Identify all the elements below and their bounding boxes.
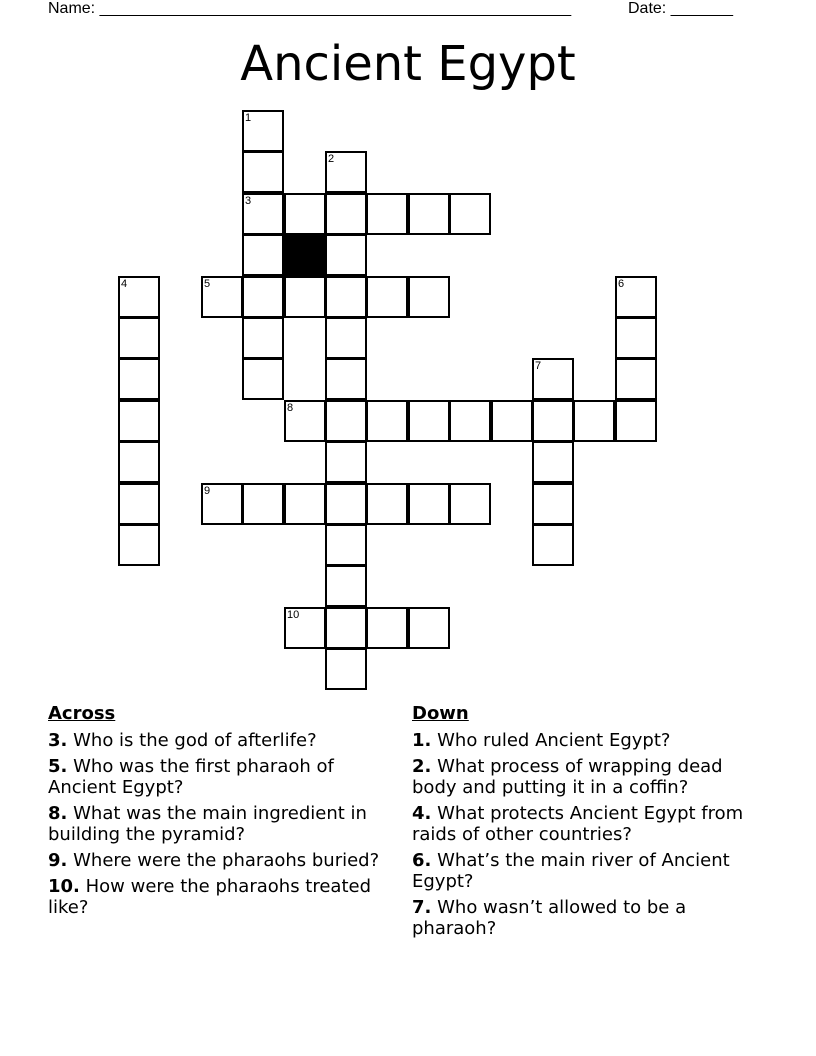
grid-cell[interactable] (366, 193, 408, 235)
grid-cell[interactable] (201, 483, 243, 525)
across-clue (48, 876, 388, 918)
clue-number: 5. (48, 756, 68, 777)
grid-cell[interactable] (366, 483, 408, 525)
date-line: Date: _______ (628, 0, 733, 17)
grid-cell[interactable] (118, 524, 160, 566)
grid-cell[interactable] (366, 276, 408, 318)
grid-cell[interactable] (118, 276, 160, 318)
across-heading: Across (48, 703, 116, 724)
grid-cell[interactable] (532, 358, 574, 400)
down-clues (412, 703, 762, 944)
grid-cell[interactable] (615, 400, 657, 442)
grid-cell[interactable] (118, 441, 160, 483)
grid-cell[interactable] (284, 483, 326, 525)
across-clue (48, 756, 388, 798)
grid-cell[interactable] (325, 565, 367, 607)
grid-cell[interactable] (366, 400, 408, 442)
grid-cell[interactable] (408, 400, 450, 442)
grid-cell[interactable] (325, 483, 367, 525)
grid-cell[interactable] (532, 400, 574, 442)
clue-text: What was the main ingredient in building the pyramid? (48, 803, 367, 845)
grid-cell[interactable] (325, 234, 367, 276)
clue-number-label: 4 (121, 278, 128, 290)
clue-text: Who is the god of afterlife? (73, 730, 317, 751)
grid-cell[interactable] (325, 276, 367, 318)
grid-cell[interactable] (408, 483, 450, 525)
clue-number: 8. (48, 803, 68, 824)
clue-text: What’s the main river of Ancient Egypt? (412, 850, 730, 892)
clue-number-label: 9 (204, 485, 211, 497)
grid-cell[interactable] (325, 317, 367, 359)
down-heading: Down (412, 703, 469, 724)
down-clue (412, 730, 762, 751)
grid-cell[interactable] (242, 358, 284, 400)
across-clue (48, 850, 388, 871)
grid-cell[interactable] (118, 358, 160, 400)
grid-cell[interactable] (408, 607, 450, 649)
grid-cell[interactable] (325, 648, 367, 690)
grid-cell[interactable] (491, 400, 533, 442)
clue-number: 9. (48, 850, 68, 871)
clue-text: How were the pharaohs treated like? (48, 876, 372, 918)
grid-cell[interactable] (118, 483, 160, 525)
clue-number-label: 8 (287, 402, 294, 414)
clue-number-label: 10 (287, 609, 300, 621)
grid-cell[interactable] (615, 358, 657, 400)
clue-number-label: 3 (245, 195, 252, 207)
grid-cell[interactable] (325, 524, 367, 566)
name-line: Name: _____________________________________________________ (48, 0, 572, 17)
clue-number-label: 7 (535, 360, 542, 372)
grid-cell[interactable] (532, 524, 574, 566)
clue-number-label: 1 (245, 112, 252, 124)
grid-cell[interactable] (325, 358, 367, 400)
grid-cell[interactable] (408, 193, 450, 235)
grid-cell[interactable] (449, 193, 491, 235)
across-clue (48, 730, 388, 751)
clue-number: 4. (412, 803, 432, 824)
grid-cell[interactable] (325, 193, 367, 235)
grid-cell[interactable] (284, 193, 326, 235)
down-clue (412, 850, 762, 892)
grid-cell[interactable] (573, 400, 615, 442)
grid-cell[interactable] (242, 193, 284, 235)
clue-text: Who ruled Ancient Egypt? (437, 730, 671, 751)
grid-cell[interactable] (408, 276, 450, 318)
grid-cell[interactable] (284, 276, 326, 318)
clue-number: 7. (412, 897, 432, 918)
clue-number: 3. (48, 730, 68, 751)
clue-number: 1. (412, 730, 432, 751)
grid-cell[interactable] (325, 400, 367, 442)
clue-number-label: 5 (204, 278, 211, 290)
down-clue (412, 803, 762, 845)
grid-cell[interactable] (118, 317, 160, 359)
clue-text: Who wasn’t allowed to be a pharaoh? (412, 897, 687, 939)
down-clue (412, 756, 762, 798)
grid-cell[interactable] (242, 110, 284, 152)
across-clues (48, 703, 388, 923)
clue-text: What process of wrapping dead body and putting it in a coffin? (412, 756, 723, 798)
grid-cell[interactable] (366, 607, 408, 649)
grid-cell[interactable] (242, 234, 284, 276)
grid-cell[interactable] (325, 607, 367, 649)
clue-text: Where were the pharaohs buried? (73, 850, 380, 871)
grid-cell[interactable] (284, 607, 326, 649)
grid-cell[interactable] (449, 400, 491, 442)
across-clue (48, 803, 388, 845)
grid-cell[interactable] (449, 483, 491, 525)
grid-cell[interactable] (615, 276, 657, 318)
grid-cell[interactable] (242, 276, 284, 318)
grid-cell[interactable] (242, 483, 284, 525)
down-clue (412, 897, 762, 939)
grid-cell[interactable] (325, 151, 367, 193)
grid-cell[interactable] (242, 151, 284, 193)
clue-number-label: 6 (618, 278, 625, 290)
page-title: Ancient Egypt (240, 36, 576, 92)
grid-cell[interactable] (284, 400, 326, 442)
grid-cell[interactable] (615, 317, 657, 359)
grid-cell[interactable] (532, 483, 574, 525)
grid-cell[interactable] (242, 317, 284, 359)
blocked-cell (284, 234, 326, 276)
clue-number: 10. (48, 876, 80, 897)
clue-number-label: 2 (328, 153, 335, 165)
grid-cell[interactable] (532, 441, 574, 483)
clue-text: What protects Ancient Egypt from raids of other countries? (412, 803, 744, 845)
clue-number: 2. (412, 756, 432, 777)
clue-text: Who was the first pharaoh of Ancient Egypt? (48, 756, 334, 798)
grid-cell[interactable] (118, 400, 160, 442)
clue-number: 6. (412, 850, 432, 871)
grid-cell[interactable] (201, 276, 243, 318)
grid-cell[interactable] (325, 441, 367, 483)
